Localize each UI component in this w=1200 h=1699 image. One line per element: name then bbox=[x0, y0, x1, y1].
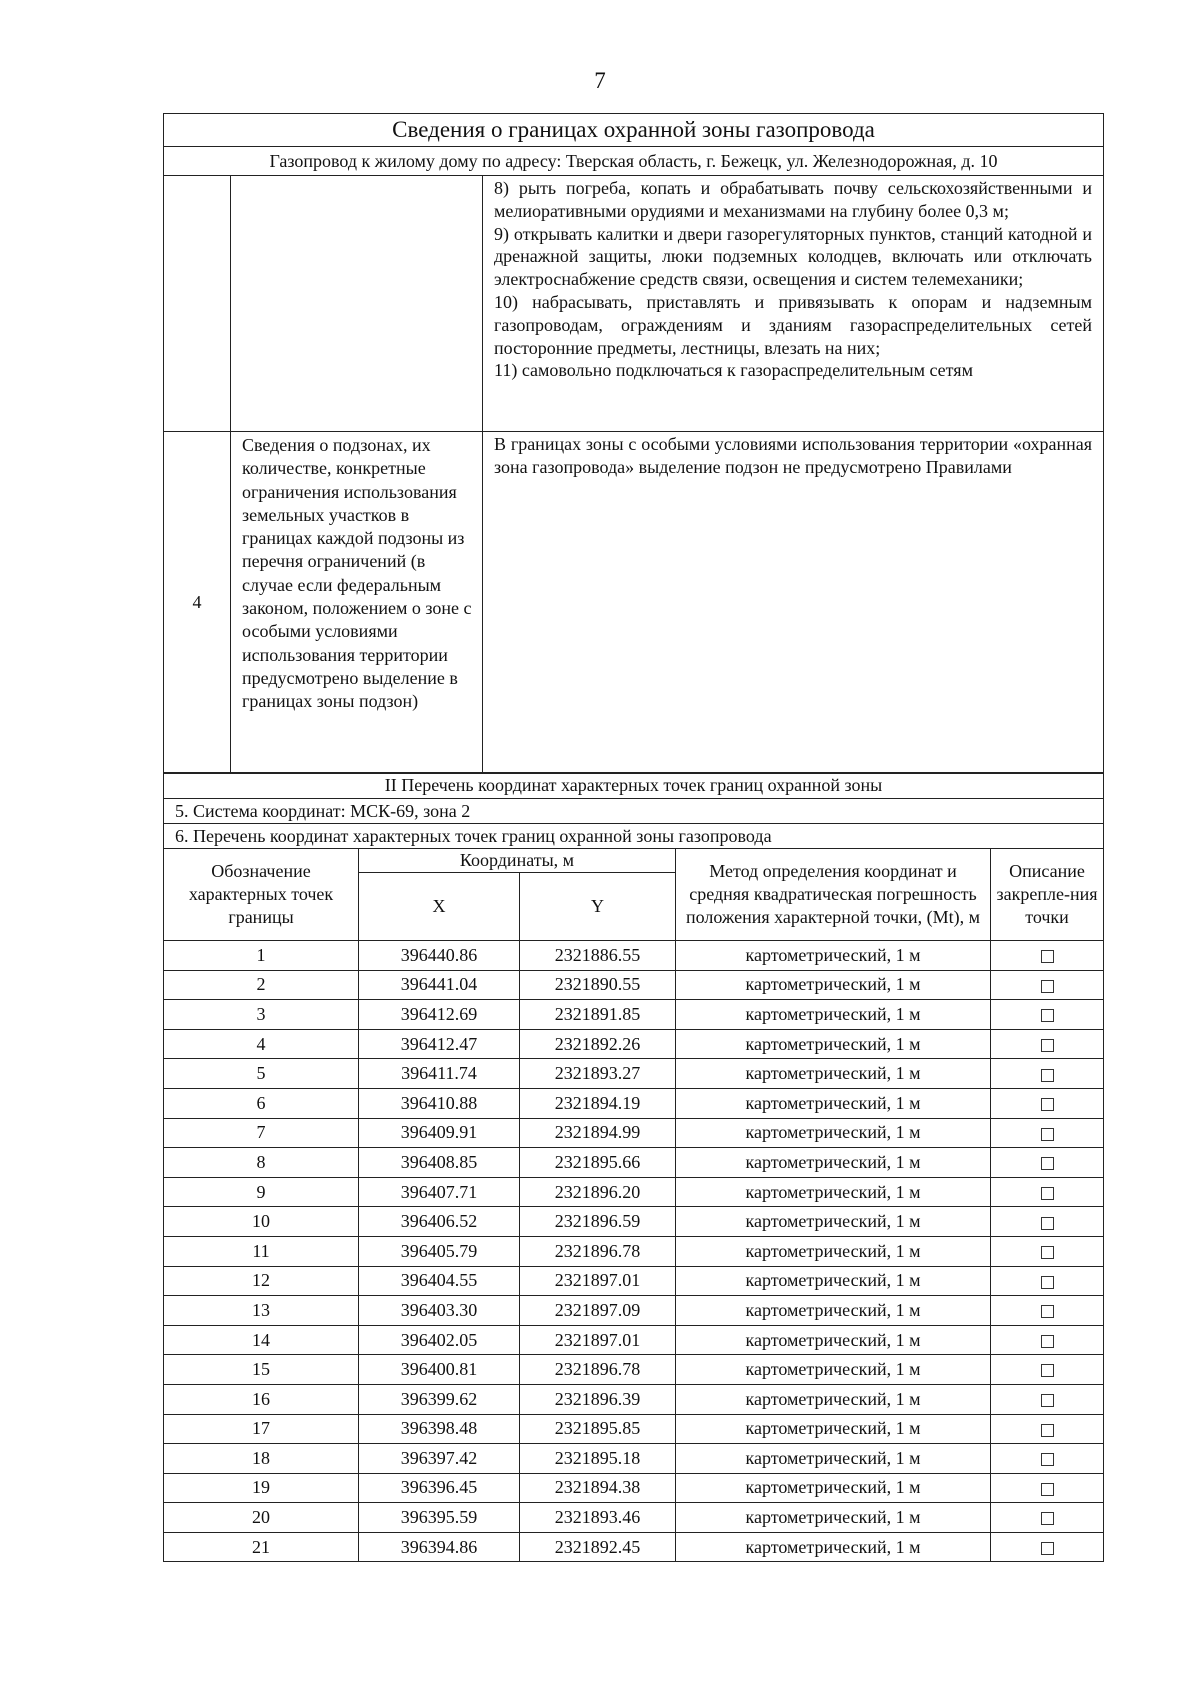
mark-checkbox-cell bbox=[991, 1473, 1104, 1503]
table-row bbox=[164, 1236, 1104, 1266]
coord-y-cell: 2321886.55 bbox=[520, 941, 676, 971]
document-title: Сведения о границах охранной зоны газопровода bbox=[164, 114, 1104, 147]
coordinates-list-title: 6. Перечень координат характерных точек границ охранной зоны газопровода bbox=[164, 824, 1104, 849]
method-cell: картометрический, 1 м bbox=[676, 941, 991, 971]
mark-checkbox-cell bbox=[991, 1059, 1104, 1089]
method-cell: картометрический, 1 м bbox=[676, 1532, 991, 1562]
coord-x-cell: 396400.81 bbox=[359, 1355, 520, 1385]
table-row bbox=[164, 1148, 1104, 1178]
point-number-cell: 9 bbox=[164, 1177, 359, 1207]
method-cell: картометрический, 1 м bbox=[676, 1473, 991, 1503]
coordinates-table bbox=[163, 772, 1104, 1562]
table-row bbox=[164, 1355, 1104, 1385]
method-cell: картометрический, 1 м bbox=[676, 1444, 991, 1474]
checkbox-icon bbox=[1041, 1217, 1054, 1230]
row-number-cell bbox=[164, 176, 231, 432]
checkbox-icon bbox=[1041, 1364, 1054, 1377]
point-number-cell: 2 bbox=[164, 970, 359, 1000]
table-row bbox=[164, 1059, 1104, 1089]
coord-y-cell: 2321895.66 bbox=[520, 1148, 676, 1178]
coord-y-cell: 2321896.59 bbox=[520, 1207, 676, 1237]
table-row bbox=[164, 1296, 1104, 1326]
point-number-cell: 15 bbox=[164, 1355, 359, 1385]
column-header-coordinates: Координаты, м bbox=[359, 849, 676, 873]
coord-x-cell: 396394.86 bbox=[359, 1532, 520, 1562]
coord-x-cell: 396402.05 bbox=[359, 1325, 520, 1355]
coord-x-cell: 396412.69 bbox=[359, 1000, 520, 1030]
mark-checkbox-cell bbox=[991, 1355, 1104, 1385]
checkbox-icon bbox=[1041, 1157, 1054, 1170]
mark-checkbox-cell bbox=[991, 1266, 1104, 1296]
mark-checkbox-cell bbox=[991, 1444, 1104, 1474]
coord-x-cell: 396403.30 bbox=[359, 1296, 520, 1326]
point-number-cell: 12 bbox=[164, 1266, 359, 1296]
checkbox-icon bbox=[1041, 1453, 1054, 1466]
coordinates-rows bbox=[164, 941, 1104, 1562]
table-row bbox=[164, 1266, 1104, 1296]
coord-x-cell: 396406.52 bbox=[359, 1207, 520, 1237]
table-row bbox=[164, 1029, 1104, 1059]
restriction-clause-8: 8) рыть погреба, копать и обрабатывать почву сельскохозяйственными и мелиоративными орудиями и механизмами на глубину более 0,3 м; bbox=[494, 178, 1093, 221]
table-row bbox=[164, 1444, 1104, 1474]
checkbox-icon bbox=[1041, 1187, 1054, 1200]
checkbox-icon bbox=[1041, 980, 1054, 993]
point-number-cell: 5 bbox=[164, 1059, 359, 1089]
checkbox-icon bbox=[1041, 1039, 1054, 1052]
coord-x-cell: 396441.04 bbox=[359, 970, 520, 1000]
coord-x-cell: 396408.85 bbox=[359, 1148, 520, 1178]
point-number-cell: 16 bbox=[164, 1384, 359, 1414]
point-number-cell: 11 bbox=[164, 1236, 359, 1266]
method-cell: картометрический, 1 м bbox=[676, 1296, 991, 1326]
table-row bbox=[164, 1473, 1104, 1503]
mark-checkbox-cell bbox=[991, 1177, 1104, 1207]
table-row bbox=[164, 1000, 1104, 1030]
table-row bbox=[164, 1384, 1104, 1414]
point-number-cell: 21 bbox=[164, 1532, 359, 1562]
mark-checkbox-cell bbox=[991, 1296, 1104, 1326]
coord-x-cell: 396407.71 bbox=[359, 1177, 520, 1207]
table-row bbox=[164, 1207, 1104, 1237]
method-cell: картометрический, 1 м bbox=[676, 1118, 991, 1148]
mark-checkbox-cell bbox=[991, 1029, 1104, 1059]
point-number-cell: 17 bbox=[164, 1414, 359, 1444]
table-row bbox=[164, 1532, 1104, 1562]
point-number-cell: 20 bbox=[164, 1503, 359, 1533]
table-row bbox=[164, 1325, 1104, 1355]
restrictions-continued bbox=[483, 176, 1104, 432]
method-cell: картометрический, 1 м bbox=[676, 1029, 991, 1059]
subzones-row-number: 4 bbox=[164, 432, 231, 774]
coord-y-cell: 2321894.99 bbox=[520, 1118, 676, 1148]
coord-x-cell: 396405.79 bbox=[359, 1236, 520, 1266]
point-number-cell: 13 bbox=[164, 1296, 359, 1326]
point-number-cell: 14 bbox=[164, 1325, 359, 1355]
point-number-cell: 8 bbox=[164, 1148, 359, 1178]
checkbox-icon bbox=[1041, 1128, 1054, 1141]
checkbox-icon bbox=[1041, 1483, 1054, 1496]
restriction-clause-10: 10) набрасывать, приставлять и привязывать к опорам и надземным газопроводам, ограждениям и зданиям газораспределительных сетей посторонние предметы, лестницы, влезать на них; bbox=[494, 291, 1093, 358]
page-number: 7 bbox=[594, 68, 606, 93]
mark-checkbox-cell bbox=[991, 941, 1104, 971]
mark-checkbox-cell bbox=[991, 1088, 1104, 1118]
coord-x-cell: 396440.86 bbox=[359, 941, 520, 971]
method-cell: картометрический, 1 м bbox=[676, 1325, 991, 1355]
column-header-description: Описание закрепле-ния точки bbox=[991, 849, 1104, 941]
coord-y-cell: 2321897.09 bbox=[520, 1296, 676, 1326]
method-cell: картометрический, 1 м bbox=[676, 1236, 991, 1266]
method-cell: картометрический, 1 м bbox=[676, 1088, 991, 1118]
coord-x-cell: 396404.55 bbox=[359, 1266, 520, 1296]
zone-info-table bbox=[163, 113, 1104, 774]
method-cell: картометрический, 1 м bbox=[676, 1177, 991, 1207]
subzones-value: В границах зоны с особыми условиями использования территории «охранная зона газопровода» выделение подзон не предусмотрено Правилами bbox=[483, 432, 1104, 774]
method-cell: картометрический, 1 м bbox=[676, 1266, 991, 1296]
mark-checkbox-cell bbox=[991, 1532, 1104, 1562]
checkbox-icon bbox=[1041, 1542, 1054, 1555]
checkbox-icon bbox=[1041, 1098, 1054, 1111]
point-number-cell: 1 bbox=[164, 941, 359, 971]
column-header-x: X bbox=[359, 873, 520, 941]
section-heading: II Перечень координат характерных точек границ охранной зоны bbox=[164, 773, 1104, 799]
point-number-cell: 4 bbox=[164, 1029, 359, 1059]
coord-y-cell: 2321896.20 bbox=[520, 1177, 676, 1207]
checkbox-icon bbox=[1041, 1394, 1054, 1407]
coord-y-cell: 2321896.39 bbox=[520, 1384, 676, 1414]
coord-x-cell: 396396.45 bbox=[359, 1473, 520, 1503]
coord-y-cell: 2321893.27 bbox=[520, 1059, 676, 1089]
point-number-cell: 3 bbox=[164, 1000, 359, 1030]
mark-checkbox-cell bbox=[991, 970, 1104, 1000]
checkbox-icon bbox=[1041, 1305, 1054, 1318]
checkbox-icon bbox=[1041, 1512, 1054, 1525]
mark-checkbox-cell bbox=[991, 1207, 1104, 1237]
table-row bbox=[164, 1503, 1104, 1533]
point-number-cell: 6 bbox=[164, 1088, 359, 1118]
coord-y-cell: 2321891.85 bbox=[520, 1000, 676, 1030]
coordinate-system: 5. Система координат: МСК-69, зона 2 bbox=[164, 799, 1104, 824]
column-header-y: Y bbox=[520, 873, 676, 941]
coord-y-cell: 2321892.26 bbox=[520, 1029, 676, 1059]
point-number-cell: 10 bbox=[164, 1207, 359, 1237]
table-row bbox=[164, 1414, 1104, 1444]
point-number-cell: 18 bbox=[164, 1444, 359, 1474]
mark-checkbox-cell bbox=[991, 1118, 1104, 1148]
mark-checkbox-cell bbox=[991, 1236, 1104, 1266]
mark-checkbox-cell bbox=[991, 1000, 1104, 1030]
checkbox-icon bbox=[1041, 1335, 1054, 1348]
method-cell: картометрический, 1 м bbox=[676, 1207, 991, 1237]
column-header-method: Метод определения координат и средняя квадратическая погрешность положения характерной точки, (Mt), м bbox=[676, 849, 991, 941]
method-cell: картометрический, 1 м bbox=[676, 1503, 991, 1533]
table-row bbox=[164, 1088, 1104, 1118]
coord-x-cell: 396399.62 bbox=[359, 1384, 520, 1414]
mark-checkbox-cell bbox=[991, 1148, 1104, 1178]
mark-checkbox-cell bbox=[991, 1414, 1104, 1444]
coord-x-cell: 396412.47 bbox=[359, 1029, 520, 1059]
column-header-designation: Обозначение характерных точек границы bbox=[164, 849, 359, 941]
point-number-cell: 7 bbox=[164, 1118, 359, 1148]
checkbox-icon bbox=[1041, 1246, 1054, 1259]
method-cell: картометрический, 1 м bbox=[676, 1384, 991, 1414]
table-row bbox=[164, 1118, 1104, 1148]
object-address: Газопровод к жилому дому по адресу: Тверская область, г. Бежецк, ул. Железнодорожная, д. 10 bbox=[164, 147, 1104, 176]
mark-checkbox-cell bbox=[991, 1503, 1104, 1533]
table-row bbox=[164, 941, 1104, 971]
coord-y-cell: 2321894.19 bbox=[520, 1088, 676, 1118]
method-cell: картометрический, 1 м bbox=[676, 1355, 991, 1385]
coord-y-cell: 2321895.18 bbox=[520, 1444, 676, 1474]
checkbox-icon bbox=[1041, 950, 1054, 963]
point-number-cell: 19 bbox=[164, 1473, 359, 1503]
coord-y-cell: 2321895.85 bbox=[520, 1414, 676, 1444]
coord-y-cell: 2321893.46 bbox=[520, 1503, 676, 1533]
restriction-clause-9: 9) открывать калитки и двери газорегуляторных пунктов, станций катодной и дренажной защиты, люки подземных колодцев, включать или отключать электроснабжение средств связи, освещения и систем телемеханики; bbox=[494, 223, 1093, 290]
row-label-cell bbox=[231, 176, 483, 432]
checkbox-icon bbox=[1041, 1069, 1054, 1082]
method-cell: картометрический, 1 м bbox=[676, 1000, 991, 1030]
method-cell: картометрический, 1 м bbox=[676, 1148, 991, 1178]
method-cell: картометрический, 1 м bbox=[676, 1414, 991, 1444]
method-cell: картометрический, 1 м bbox=[676, 1059, 991, 1089]
table-row bbox=[164, 970, 1104, 1000]
coord-x-cell: 396409.91 bbox=[359, 1118, 520, 1148]
coord-y-cell: 2321897.01 bbox=[520, 1266, 676, 1296]
mark-checkbox-cell bbox=[991, 1325, 1104, 1355]
checkbox-icon bbox=[1041, 1009, 1054, 1022]
coord-y-cell: 2321892.45 bbox=[520, 1532, 676, 1562]
coord-y-cell: 2321896.78 bbox=[520, 1236, 676, 1266]
coord-y-cell: 2321894.38 bbox=[520, 1473, 676, 1503]
coord-x-cell: 396395.59 bbox=[359, 1503, 520, 1533]
coord-x-cell: 396411.74 bbox=[359, 1059, 520, 1089]
coord-x-cell: 396398.48 bbox=[359, 1414, 520, 1444]
coord-x-cell: 396410.88 bbox=[359, 1088, 520, 1118]
mark-checkbox-cell bbox=[991, 1384, 1104, 1414]
method-cell: картометрический, 1 м bbox=[676, 970, 991, 1000]
table-row bbox=[164, 1177, 1104, 1207]
checkbox-icon bbox=[1041, 1424, 1054, 1437]
subzones-label: Сведения о подзонах, их количестве, конкретные ограничения использования земельных участков в границах каждой подзоны из перечня ограничений (в случае если федеральным законом, положением о зоне с особыми условиями использования территории предусмотрено выделение в границах зоны подзон) bbox=[231, 432, 483, 774]
restriction-clause-11: 11) самовольно подключаться к газораспределительным сетям bbox=[494, 360, 973, 381]
coord-x-cell: 396397.42 bbox=[359, 1444, 520, 1474]
coord-y-cell: 2321897.01 bbox=[520, 1325, 676, 1355]
coord-y-cell: 2321896.78 bbox=[520, 1355, 676, 1385]
checkbox-icon bbox=[1041, 1276, 1054, 1289]
coord-y-cell: 2321890.55 bbox=[520, 970, 676, 1000]
